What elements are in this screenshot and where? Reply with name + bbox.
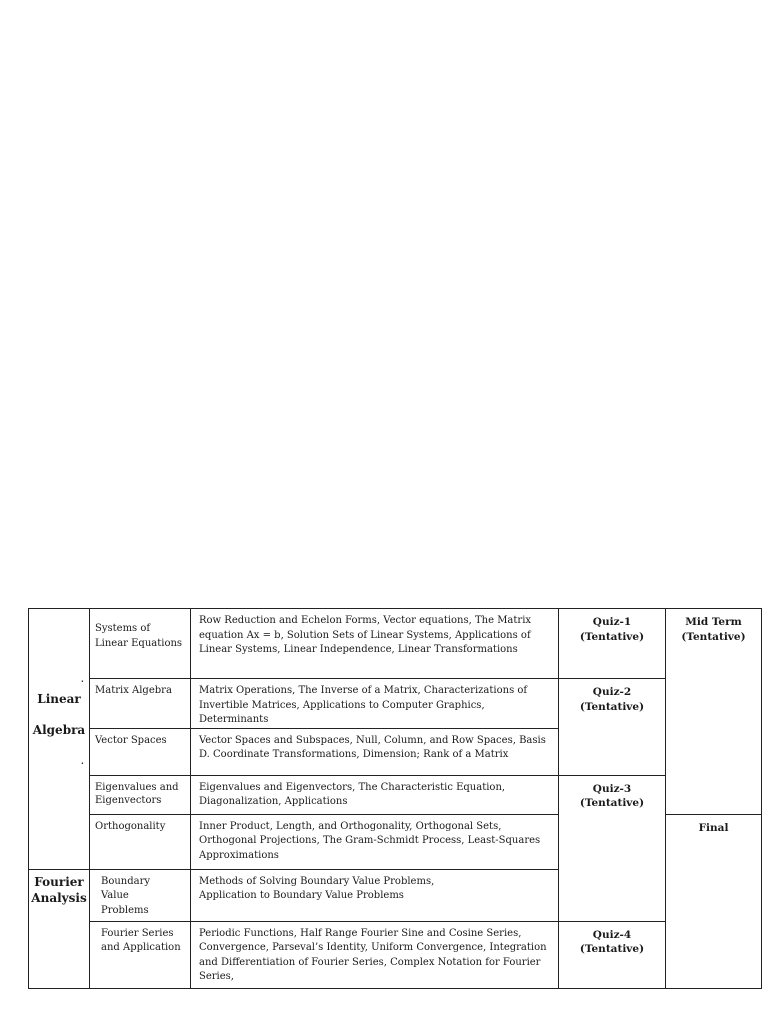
quiz-note: (Tentative) bbox=[579, 943, 645, 955]
quiz-label: Quiz-2 bbox=[592, 686, 632, 698]
quiz-label: Quiz-1 bbox=[592, 616, 632, 628]
quiz-cell bbox=[559, 775, 666, 921]
quiz-label: Quiz-3 bbox=[592, 782, 632, 795]
area-linear-word1: Linear bbox=[37, 692, 81, 706]
subtopic-cell: Fourier Series and Application bbox=[90, 921, 191, 988]
quiz-cell bbox=[559, 921, 666, 988]
content-cell: Inner Product, Length, and Orthogonality, Orthogonal Sets, Orthogonal Projections, The Gram-Schmidt Process, Least-Squares Approximations bbox=[191, 814, 559, 869]
area-mark: . bbox=[81, 674, 84, 684]
midterm-label: Mid Term bbox=[685, 616, 742, 628]
area-linear-word2: Algebra bbox=[32, 723, 86, 737]
midterm-cell bbox=[666, 609, 762, 815]
subtopic-cell: Eigenvalues and Eigenvectors bbox=[90, 775, 191, 814]
subtopic-cell: Orthogonality bbox=[90, 814, 191, 869]
content-cell: Periodic Functions, Half Range Fourier Sine and Cosine Series, Convergence, Parseval’s Identity, Uniform Convergence, Integration and Differentiation of Fourier Series, Complex Notation for Fourier Series, bbox=[191, 921, 559, 988]
table-row bbox=[29, 609, 762, 679]
final-label: Final bbox=[698, 821, 729, 834]
subtopic-cell: Vector Spaces bbox=[90, 728, 191, 775]
quiz-note: (Tentative) bbox=[579, 797, 645, 809]
table-row bbox=[29, 775, 762, 814]
content-cell: Methods of Solving Boundary Value Problems, Application to Boundary Value Problems bbox=[191, 869, 559, 921]
area-mark: . bbox=[81, 756, 84, 766]
midterm-note: (Tentative) bbox=[681, 630, 746, 643]
content-cell: Vector Spaces and Subspaces, Null, Column, and Row Spaces, Basis D. Coordinate Transformations, Dimension; Rank of a Matrix bbox=[191, 728, 559, 775]
area-fourier-word2: Analysis bbox=[31, 890, 87, 905]
table-row bbox=[29, 921, 762, 988]
subtopic-cell: Boundary Value Problems bbox=[90, 869, 191, 921]
subtopic-cell: Systems of Linear Equations bbox=[90, 609, 191, 679]
content-cell: Eigenvalues and Eigenvectors, The Characteristic Equation, Diagonalization, Applications bbox=[191, 775, 559, 814]
table-row bbox=[29, 679, 762, 729]
subtopic-cell: Matrix Algebra bbox=[90, 679, 191, 729]
area-linear-algebra bbox=[29, 609, 90, 870]
content-cell: Matrix Operations, The Inverse of a Matrix, Characterizations of Invertible Matrices, Applications to Computer Graphics, Determinants bbox=[191, 679, 559, 729]
content-cell: Row Reduction and Echelon Forms, Vector equations, The Matrix equation Ax = b, Solution Sets of Linear Systems, Applications of Linear Systems, Linear Independence, Linear Transformations bbox=[191, 609, 559, 679]
quiz-cell bbox=[559, 679, 666, 776]
syllabus-table bbox=[28, 608, 762, 989]
quiz-note: (Tentative) bbox=[579, 630, 645, 643]
area-fourier-word1: Fourier bbox=[34, 874, 84, 889]
quiz-label: Quiz-4 bbox=[592, 928, 632, 941]
area-fourier-analysis bbox=[29, 869, 90, 988]
quiz-note: (Tentative) bbox=[579, 700, 645, 713]
final-cell bbox=[666, 814, 762, 988]
quiz-cell bbox=[559, 609, 666, 679]
